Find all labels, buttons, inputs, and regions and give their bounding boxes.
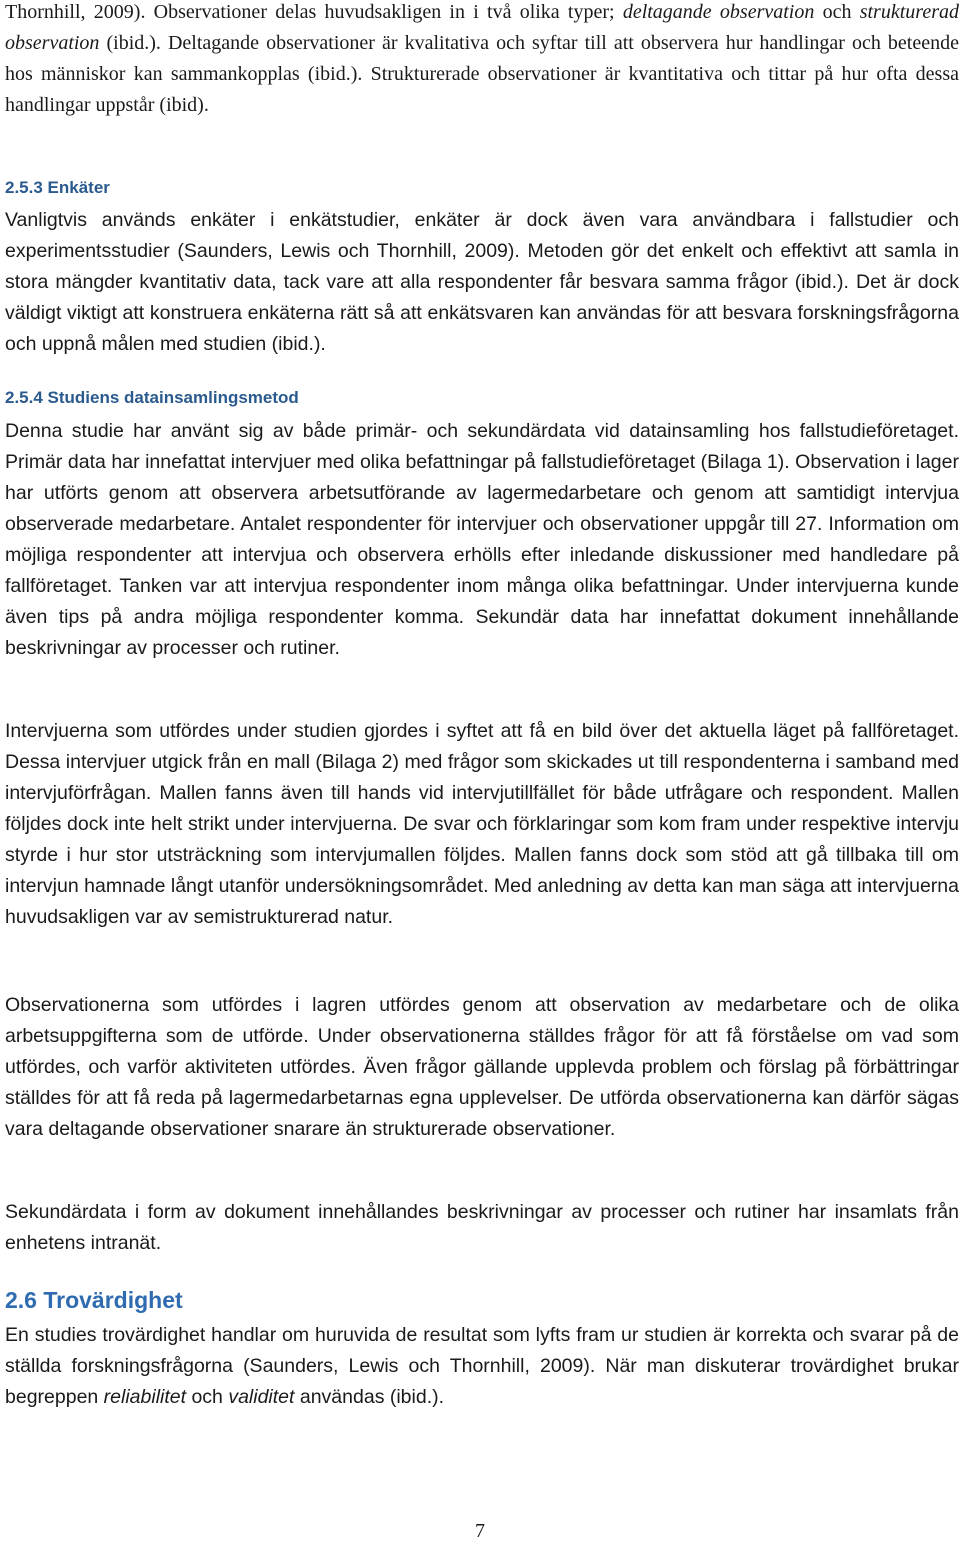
paragraph-enkater: Vanligtvis används enkäter i enkätstudier, enkäter är dock även vara användbara i fallstudier och experimentsstudier (Saunders, Lewis och Thornhill, 2009). Metoden gör det enkelt och effektivt att samla in stora mängder kvantitativ data, tack vare att alla respondenter får besvara samma frågor (ibid.). Det är dock väldigt viktigt att konstruera enkäterna rätt så att enkätsvaren kan användas för att besvara forskningsfrågorna och uppnå målen med studien (ibid.). (5, 209, 959, 355)
intro-paragraph (5, 0, 959, 121)
italic-term: strukturerad observation (5, 1, 959, 54)
paragraph-trovardighet (5, 1320, 959, 1413)
text-run: användas (ibid.). (294, 1386, 445, 1408)
italic-term: validitet (228, 1386, 295, 1408)
section-heading-2-5-4: 2.5.4 Studiens datainsamlingsmetod (5, 388, 299, 407)
text-run: och (186, 1386, 229, 1408)
paragraph-datainsamling-3: Observationerna som utfördes i lagren utfördes genom att observation av medarbetare och de olika arbetsuppgifterna som de utförde. Under observationerna ställdes frågor för att få förståelse om vad som utfördes, och varför aktiviteten utfördes. Även frågor gällande upplevda problem och förslag på förbättringar ställdes för att få reda på lagermedarbetarnas egna upplevelser. De utförda observationerna kan därför sägas vara deltagande observationer snarare än strukturerade observationer. (5, 994, 959, 1140)
page-number: 7 (475, 1520, 485, 1542)
section-heading-2-5-3: 2.5.3 Enkäter (5, 178, 110, 197)
italic-term: deltagande observation (622, 1, 815, 23)
text-run: En studies trovärdighet handlar om huruvida de resultat som lyfts fram ur studien är korrekta och svarar på de ställda forskningsfrågorna (Saunders, Lewis och Thornhill, 2009). När man diskuterar trovärdighet brukar begreppen (5, 1324, 959, 1408)
text-run: Thornhill, 2009). Observationer delas huvudsakligen in i två olika typer; (5, 1, 623, 23)
section-heading-2-6: 2.6 Trovärdighet (5, 1287, 183, 1313)
text-run: och (814, 1, 860, 23)
italic-term: reliabilitet (103, 1386, 187, 1408)
paragraph-datainsamling-2: Intervjuerna som utfördes under studien gjordes i syftet att få en bild över det aktuella läget på fallföretaget. Dessa intervjuer utgick från en mall (Bilaga 2) med frågor som skickades ut till respondenterna i samband med intervjuförfrågan. Mallen fanns även till hands vid intervjutillfället för både utfrågare och respondent. Mallen följdes dock inte helt strikt under intervjuerna. De svar och förklaringar som kom fram under respektive intervju styrde i hur stor utsträckning som intervjumallen följdes. Mallen fanns dock som stöd att gå tillbaka till om intervjun hamnade långt utanför undersökningsområdet. Med anledning av detta kan man säga att intervjuerna huvudsakligen var av semistrukturerad natur. (5, 720, 959, 928)
paragraph-datainsamling-1: Denna studie har använt sig av både primär- och sekundärdata vid datainsamling hos fallstudieföretaget. Primär data har innefattat intervjuer med olika befattningar på fallstudieföretaget (Bilaga 1). Observation i lager har utförts genom att observera arbetsutförande av lagermedarbetare och genom att samtidigt intervjua observerade medarbetare. Antalet respondenter för intervjuer och observationer uppgår till 27. Information om möjliga respondenter att intervjua och observera erhölls efter inledande diskussioner med handledare på fallföretaget. Tanken var att intervjua respondenter inom många olika befattningar. Under intervjuerna kunde även tips på andra möjliga respondenter komma. Sekundär data har innefattat dokument innehållande beskrivningar av processer och rutiner. (5, 420, 959, 659)
paragraph-datainsamling-4: Sekundärdata i form av dokument innehållandes beskrivningar av processer och rutiner har insamlats från enhetens intranät. (5, 1201, 959, 1254)
text-run: (ibid.). Deltagande observationer är kvalitativa och syftar till att observera hur handlingar och beteende hos människor kan sammankopplas (ibid.). Strukturerade observationer är kvantitativa och tittar på hur ofta dessa handlingar uppstår (ibid). (5, 32, 959, 116)
